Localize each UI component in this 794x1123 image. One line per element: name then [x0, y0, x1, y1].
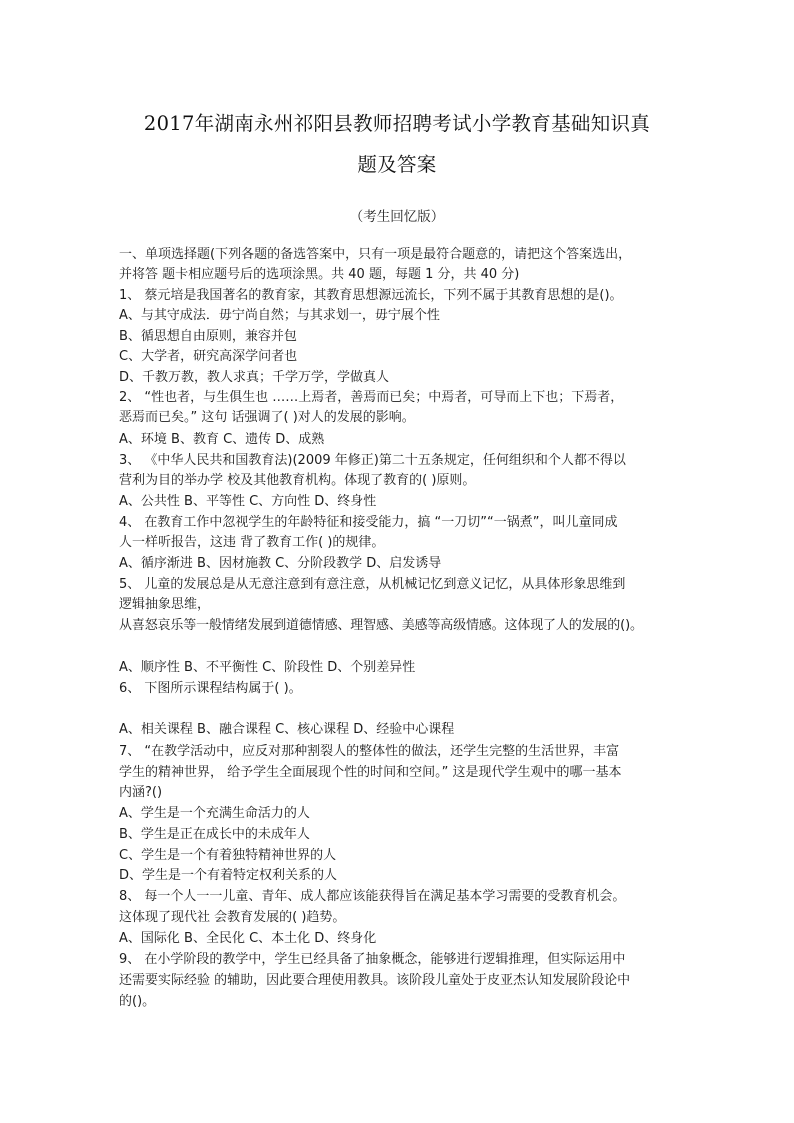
question-6-stem: 6、 下图所示课程结构属于( )。	[119, 681, 302, 696]
question-8-options: A、国际化 B、全民化 C、本土化 D、终身化	[119, 931, 377, 946]
question-1-stem: 1、 蔡元培是我国著名的教育家，其教育思想源远流长，下列不属于其教育思想的是()。	[119, 288, 623, 303]
question-1-option-b: B、循思想自由原则，兼容并包	[119, 329, 297, 344]
question-7-option-a: A、学生是一个充满生命活力的人	[119, 806, 310, 821]
question-7-option-b: B、学生是正在成长中的未成年人	[119, 827, 310, 842]
question-8-stem-line-1: 8、 每一个人一一儿童、青年、成人都应该能获得旨在满足基本学习需要的受教育机会。	[119, 889, 626, 904]
question-4-stem-line-2: 人一样听报告，这违 背了教育工作( )的规律。	[119, 535, 385, 550]
question-4-stem-line-1: 4、 在教育工作中忽视学生的年龄特征和接受能力，搞 “一刀切”“一锅煮”，叫儿童同成	[119, 515, 618, 530]
section-instructions-line-1: 一、单项选择题(下列各题的备选答案中，只有一项是最符合题意的，请把这个答案选出，	[119, 247, 632, 262]
question-5-options: A、顺序性 B、不平衡性 C、阶段性 D、个别差异性	[119, 660, 416, 675]
question-7-stem-line-1: 7、 “在教学活动中，应反对那种割裂人的整体性的做法，还学生完整的生活世界，丰富	[119, 744, 620, 759]
question-7-option-c: C、学生是一个有着独特精神世界的人	[119, 848, 337, 863]
question-5-stem-line-2: 逻辑抽象思维，	[119, 597, 211, 612]
question-3-options: A、公共性 B、平等性 C、方向性 D、终身性	[119, 494, 377, 509]
question-2-stem-line-2: 恶焉而已矣。” 这句 话强调了( )对人的发展的影响。	[119, 410, 415, 425]
question-8-stem-line-2: 这体现了现代社 会教育发展的( )趋势。	[119, 910, 346, 925]
question-5-stem-line-3: 从喜怒哀乐等一般情绪发展到道德情感、理智感、美感等高级情感。这体现了人的发展的()。	[119, 618, 643, 633]
question-9-stem-line-2: 还需要实际经验 的辅助，因此要合理使用教具。该阶段儿童处于皮亚杰认知发展阶段论中	[119, 973, 631, 988]
question-9-stem-line-3: 的()。	[119, 994, 156, 1009]
question-1-option-c: C、大学者，研究高深学问者也	[119, 349, 298, 364]
question-1-option-d: D、千教万教，教人求真；千学万学，学做真人	[119, 370, 390, 385]
question-1-option-a: A、与其守成法．毋宁尚自然；与其求划一，毋宁展个性	[119, 308, 440, 323]
edition-note: （考生回忆版）	[349, 209, 445, 225]
question-4-options: A、循序渐进 B、因材施教 C、分阶段教学 D、启发诱导	[119, 556, 442, 571]
section-instructions-line-2: 并将答 题卡相应题号后的选项涂黑。共 40 题，每题 1 分，共 40 分)	[119, 267, 520, 282]
question-2-stem-line-1: 2、 “性也者，与生俱生也 ……上焉者，善焉而已矣；中焉者，可导而上下也；下焉者，	[119, 390, 624, 405]
document-title-line-1: 2017年湖南永州祁阳县教师招聘考试小学教育基础知识真	[143, 112, 651, 135]
question-3-stem-line-2: 营利为目的举办学 校及其他教育机构。体现了教育的( )原则。	[119, 473, 476, 488]
question-9-stem-line-1: 9、 在小学阶段的教学中，学生已经具备了抽象概念，能够进行逻辑推理，但实际运用中	[119, 952, 626, 967]
document-title-line-2: 题及答案	[357, 153, 437, 176]
question-6-options: A、相关课程 B、融合课程 C、核心课程 D、经验中心课程	[119, 722, 455, 737]
question-7-option-d: D、学生是一个有着特定权利关系的人	[119, 868, 338, 883]
question-7-stem-line-3: 内涵?()	[119, 785, 163, 800]
question-5-stem-line-1: 5、 儿童的发展总是从无意注意到有意注意，从机械记忆到意义记忆，从具体形象思维到	[119, 577, 626, 592]
question-2-options: A、环境 B、教育 C、遗传 D、成熟	[119, 432, 325, 447]
question-3-stem-line-1: 3、 《中华人民共和国教育法)(2009 年修正)第二十五条规定，任何组织和个人都不得以	[119, 453, 626, 468]
question-7-stem-line-2: 学生的精神世界， 给予学生全面展现个性的时间和空间。” 这是现代学生观中的哪一基本	[119, 765, 622, 780]
